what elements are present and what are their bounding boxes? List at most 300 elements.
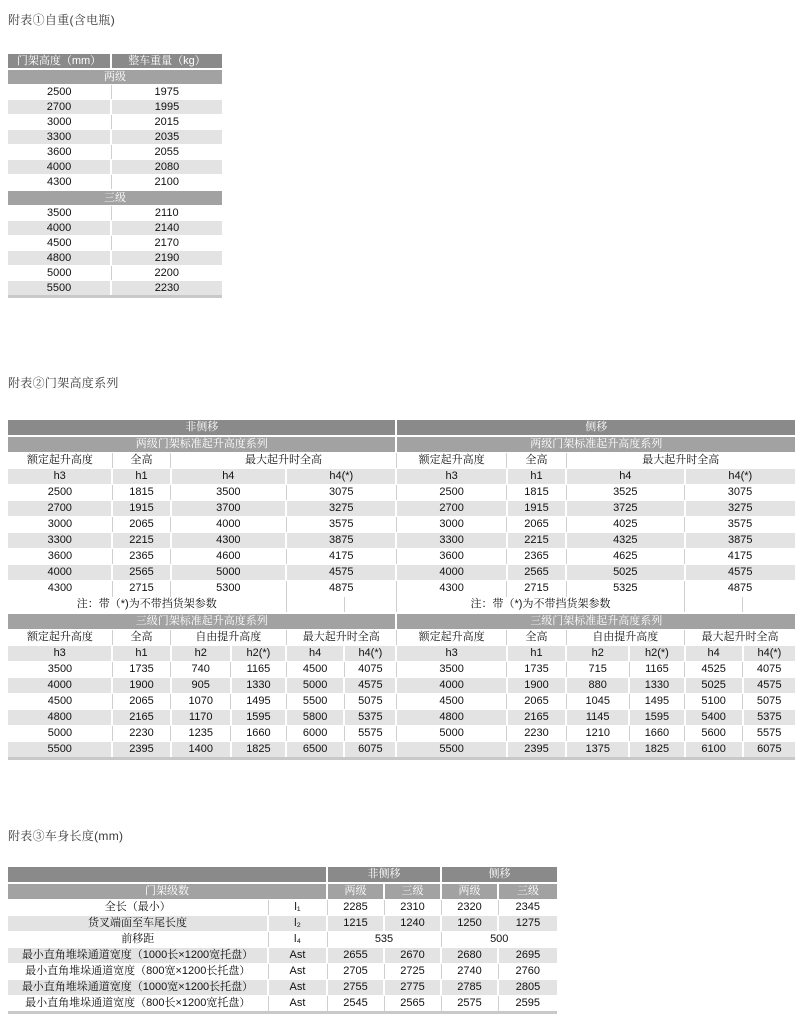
- value-cell: 4800: [396, 710, 506, 726]
- column-group-header: 最大起升时全高: [171, 453, 397, 469]
- value-cell: 1240: [384, 916, 441, 932]
- column-group-header: 全高: [112, 453, 170, 469]
- column-group-header: 自由提升高度: [171, 630, 286, 646]
- sub-header: h1: [112, 646, 170, 662]
- value-cell: 5025: [685, 678, 743, 694]
- value-cell: 1735: [112, 662, 170, 678]
- value-cell: 2655: [327, 948, 384, 964]
- column-group-header: 最大起升时全高: [566, 453, 795, 469]
- value-cell: 1145: [566, 710, 629, 726]
- value-cell: 3000: [8, 115, 111, 130]
- group-header: 侧移: [396, 419, 795, 436]
- table-row: [8, 69, 222, 85]
- row-label: 最小直角堆垛通道宽度（1000长×1200宽托盘）: [8, 948, 268, 964]
- value-cell: 2165: [507, 710, 566, 726]
- value-cell: 2715: [112, 581, 170, 597]
- value-cell: 2500: [8, 485, 112, 501]
- value-cell: 1660: [629, 726, 684, 742]
- series-header: 三级门架标准起升高度系列: [396, 613, 795, 630]
- value-cell: 2700: [396, 501, 506, 517]
- value-cell: 1595: [629, 710, 684, 726]
- value-cell: 905: [171, 678, 231, 694]
- value-cell: 3275: [685, 501, 795, 517]
- value-cell: 5000: [396, 726, 506, 742]
- value-cell: 6500: [286, 742, 344, 759]
- value-cell: 500: [441, 932, 557, 948]
- table-row: [8, 53, 222, 69]
- value-cell: 3875: [685, 533, 795, 549]
- value-cell: 2575: [441, 996, 498, 1013]
- symbol-cell: Ast: [268, 948, 327, 964]
- value-cell: 3725: [566, 501, 684, 517]
- table-row: [8, 726, 795, 742]
- value-cell: 4800: [8, 710, 112, 726]
- value-cell: 2695: [498, 948, 557, 964]
- sub-header: h4(*): [344, 646, 396, 662]
- value-cell: 4575: [344, 678, 396, 694]
- value-cell: 5500: [396, 742, 506, 759]
- value-cell: 2785: [441, 980, 498, 996]
- sub-header: h2(*): [231, 646, 286, 662]
- column-group-header: 全高: [507, 453, 566, 469]
- symbol-cell: l₂: [268, 916, 327, 932]
- value-cell: 1825: [629, 742, 684, 759]
- value-cell: 5075: [743, 694, 795, 710]
- value-cell: 4300: [396, 581, 506, 597]
- table-row: [8, 549, 795, 565]
- value-cell: 1915: [112, 501, 170, 517]
- value-cell: 2310: [384, 900, 441, 916]
- sub-header: h4: [566, 469, 684, 485]
- value-cell: 1275: [498, 916, 557, 932]
- value-cell: 2140: [111, 221, 222, 236]
- group-header: 非侧移: [8, 419, 396, 436]
- value-cell: 4000: [8, 221, 111, 236]
- value-cell: 3875: [286, 533, 396, 549]
- symbol-cell: Ast: [268, 996, 327, 1013]
- value-cell: 3000: [396, 517, 506, 533]
- table-row: [8, 453, 795, 469]
- table-row: [8, 115, 222, 130]
- value-cell: 1915: [507, 501, 566, 517]
- value-cell: 4300: [8, 581, 112, 597]
- value-cell: 6000: [286, 726, 344, 742]
- value-cell: 3700: [171, 501, 286, 517]
- sub-header: h4(*): [743, 646, 795, 662]
- value-cell: 4300: [171, 533, 286, 549]
- value-cell: 5000: [171, 565, 286, 581]
- value-cell: 4300: [8, 175, 111, 191]
- value-cell: 2680: [441, 948, 498, 964]
- value-cell: 5800: [286, 710, 344, 726]
- value-cell: 2065: [112, 694, 170, 710]
- value-cell: 3600: [8, 145, 111, 160]
- value-cell: 2215: [112, 533, 170, 549]
- value-cell: 4000: [8, 678, 112, 694]
- table-row: [8, 251, 222, 266]
- value-cell: 4625: [566, 549, 684, 565]
- value-cell: 2365: [112, 549, 170, 565]
- value-cell: 1250: [441, 916, 498, 932]
- value-cell: 1165: [629, 662, 684, 678]
- value-cell: 1210: [566, 726, 629, 742]
- sub-header: h2(*): [629, 646, 684, 662]
- value-cell: 4500: [286, 662, 344, 678]
- sub-header: h1: [507, 469, 566, 485]
- table-row: [8, 100, 222, 115]
- level-column-header: 两级: [441, 883, 498, 900]
- value-cell: 4500: [8, 694, 112, 710]
- table-row: [8, 130, 222, 145]
- column-group-header: 最大起升时全高: [685, 630, 795, 646]
- row-label: 前移距: [8, 932, 268, 948]
- section-header: 两级: [8, 69, 222, 85]
- value-cell: 3275: [286, 501, 396, 517]
- value-cell: 2065: [507, 694, 566, 710]
- value-cell: 2595: [498, 996, 557, 1013]
- value-cell: 1375: [566, 742, 629, 759]
- value-cell: 5375: [743, 710, 795, 726]
- value-cell: 1900: [112, 678, 170, 694]
- value-cell: 2565: [384, 996, 441, 1013]
- value-cell: 4075: [743, 662, 795, 678]
- table-row: [8, 866, 557, 883]
- value-cell: 1595: [231, 710, 286, 726]
- table-row: [8, 190, 222, 206]
- value-cell: 2565: [507, 565, 566, 581]
- value-cell: 2110: [111, 206, 222, 221]
- empty-cell: [286, 597, 344, 614]
- column-group-header: 自由提升高度: [566, 630, 684, 646]
- value-cell: 5325: [566, 581, 684, 597]
- table-row: [8, 236, 222, 251]
- mast-table-title: 附表②门架高度系列: [8, 376, 119, 390]
- value-cell: 2500: [8, 85, 111, 100]
- symbol-cell: l₁: [268, 900, 327, 916]
- value-cell: 2230: [111, 281, 222, 297]
- group-header: 非侧移: [327, 866, 441, 883]
- value-cell: 1045: [566, 694, 629, 710]
- value-cell: 2345: [498, 900, 557, 916]
- level-column-header: 三级: [498, 883, 557, 900]
- value-cell: 1495: [629, 694, 684, 710]
- value-cell: 4500: [8, 236, 111, 251]
- value-cell: 2395: [507, 742, 566, 759]
- table-row: [8, 916, 557, 932]
- value-cell: 1815: [507, 485, 566, 501]
- value-cell: 5575: [344, 726, 396, 742]
- value-cell: 4875: [286, 581, 396, 597]
- value-cell: 5500: [8, 742, 112, 759]
- empty-cell: [344, 597, 396, 614]
- value-cell: 2080: [111, 160, 222, 175]
- value-cell: 3300: [396, 533, 506, 549]
- value-cell: 5075: [344, 694, 396, 710]
- column-group-header: 额定起升高度: [396, 453, 506, 469]
- table-row: [8, 900, 557, 916]
- value-cell: 1165: [231, 662, 286, 678]
- value-cell: 5000: [8, 266, 111, 281]
- value-cell: 4000: [8, 565, 112, 581]
- table-row: [8, 85, 222, 100]
- value-cell: 2065: [507, 517, 566, 533]
- table-row: [8, 678, 795, 694]
- sub-header: h3: [396, 646, 506, 662]
- value-cell: 1735: [507, 662, 566, 678]
- section-header: 三级: [8, 190, 222, 206]
- symbol-cell: Ast: [268, 964, 327, 980]
- value-cell: 4875: [685, 581, 795, 597]
- table-row: [8, 221, 222, 236]
- table-row: [8, 501, 795, 517]
- value-cell: 2395: [112, 742, 170, 759]
- value-cell: 2775: [384, 980, 441, 996]
- value-cell: 2320: [441, 900, 498, 916]
- sub-header: h1: [112, 469, 170, 485]
- sub-header: h4: [171, 469, 286, 485]
- value-cell: 2760: [498, 964, 557, 980]
- value-cell: 1825: [231, 742, 286, 759]
- table-row: [8, 565, 795, 581]
- value-cell: 2500: [396, 485, 506, 501]
- column-group-header: 额定起升高度: [8, 453, 112, 469]
- sub-header: h4: [286, 646, 344, 662]
- value-cell: 3500: [8, 662, 112, 678]
- table-row: [8, 996, 557, 1013]
- value-cell: 2805: [498, 980, 557, 996]
- value-cell: 3500: [171, 485, 286, 501]
- value-cell: 2015: [111, 115, 222, 130]
- value-cell: 1330: [231, 678, 286, 694]
- value-cell: 2700: [8, 100, 111, 115]
- table-row: [8, 630, 795, 646]
- sub-header: h2: [566, 646, 629, 662]
- mast-height-table: [8, 418, 795, 760]
- value-cell: 4575: [286, 565, 396, 581]
- value-cell: 3600: [8, 549, 112, 565]
- value-cell: 2285: [327, 900, 384, 916]
- table-row: [8, 980, 557, 996]
- value-cell: 1215: [327, 916, 384, 932]
- value-cell: 1660: [231, 726, 286, 742]
- value-cell: 4600: [171, 549, 286, 565]
- row-label: 全长（最小）: [8, 900, 268, 916]
- row-label: 最小直角堆垛通道宽度（800长×1200宽托盘）: [8, 996, 268, 1013]
- series-header: 两级门架标准起升高度系列: [396, 436, 795, 453]
- value-cell: 5000: [286, 678, 344, 694]
- value-cell: 5500: [286, 694, 344, 710]
- value-cell: 3075: [286, 485, 396, 501]
- value-cell: 2740: [441, 964, 498, 980]
- body-length-table: [8, 865, 557, 1014]
- value-cell: 3300: [8, 130, 111, 145]
- table-row: [8, 206, 222, 221]
- value-cell: 4575: [743, 678, 795, 694]
- value-cell: 4500: [396, 694, 506, 710]
- value-cell: 1400: [171, 742, 231, 759]
- value-cell: 5500: [8, 281, 111, 297]
- value-cell: 4525: [685, 662, 743, 678]
- table-row: [8, 710, 795, 726]
- value-cell: 2065: [112, 517, 170, 533]
- value-cell: 3500: [396, 662, 506, 678]
- column-header: 整车重量（kg）: [111, 53, 222, 69]
- value-cell: 2670: [384, 948, 441, 964]
- value-cell: 2565: [112, 565, 170, 581]
- table-row: [8, 964, 557, 980]
- table-row: [8, 469, 795, 485]
- value-cell: 740: [171, 662, 231, 678]
- value-cell: 2190: [111, 251, 222, 266]
- value-cell: 3575: [286, 517, 396, 533]
- column-header: 门架高度（mm）: [8, 53, 111, 69]
- empty-cell: [685, 597, 743, 614]
- table-row: [8, 533, 795, 549]
- group-header: 侧移: [441, 866, 557, 883]
- note-cell: 注：带（*)为不带挡货架参数: [396, 597, 684, 614]
- table-row: [8, 485, 795, 501]
- value-cell: 1815: [112, 485, 170, 501]
- value-cell: 2100: [111, 175, 222, 191]
- level-column-header: 三级: [384, 883, 441, 900]
- value-cell: 4075: [344, 662, 396, 678]
- value-cell: 4175: [286, 549, 396, 565]
- value-cell: 2715: [507, 581, 566, 597]
- value-cell: 2755: [327, 980, 384, 996]
- value-cell: 1330: [629, 678, 684, 694]
- value-cell: 4175: [685, 549, 795, 565]
- value-cell: 6100: [685, 742, 743, 759]
- sub-header: h4: [685, 646, 743, 662]
- value-cell: 5400: [685, 710, 743, 726]
- table-row: [8, 932, 557, 948]
- table-row: [8, 662, 795, 678]
- value-cell: 5375: [344, 710, 396, 726]
- value-cell: 1975: [111, 85, 222, 100]
- level-header: 门架级数: [8, 883, 327, 900]
- value-cell: 5025: [566, 565, 684, 581]
- column-group-header: 额定起升高度: [8, 630, 112, 646]
- series-header: 三级门架标准起升高度系列: [8, 613, 396, 630]
- value-cell: 5100: [685, 694, 743, 710]
- table-row: [8, 436, 795, 453]
- value-cell: 2230: [507, 726, 566, 742]
- row-label: 最小直角堆垛通道宽度（800宽×1200长托盘）: [8, 964, 268, 980]
- column-group-header: 额定起升高度: [396, 630, 506, 646]
- value-cell: 2545: [327, 996, 384, 1013]
- value-cell: 2230: [112, 726, 170, 742]
- value-cell: 3575: [685, 517, 795, 533]
- value-cell: 2705: [327, 964, 384, 980]
- column-group-header: 最大起升时全高: [286, 630, 396, 646]
- value-cell: 1235: [171, 726, 231, 742]
- value-cell: 2170: [111, 236, 222, 251]
- table-row: [8, 419, 795, 436]
- value-cell: 4000: [396, 678, 506, 694]
- value-cell: 5000: [8, 726, 112, 742]
- value-cell: 880: [566, 678, 629, 694]
- value-cell: 1170: [171, 710, 231, 726]
- value-cell: 2165: [112, 710, 170, 726]
- column-group-header: 全高: [507, 630, 566, 646]
- weight-table: [8, 52, 222, 298]
- value-cell: 6075: [743, 742, 795, 759]
- value-cell: 2700: [8, 501, 112, 517]
- sub-header: h4(*): [286, 469, 396, 485]
- value-cell: 535: [327, 932, 441, 948]
- value-cell: 5300: [171, 581, 286, 597]
- sub-header: h2: [171, 646, 231, 662]
- value-cell: 4000: [8, 160, 111, 175]
- sub-header: h4(*): [685, 469, 795, 485]
- table-row: [8, 160, 222, 175]
- table-row: [8, 948, 557, 964]
- value-cell: 4000: [396, 565, 506, 581]
- value-cell: 3300: [8, 533, 112, 549]
- value-cell: 1900: [507, 678, 566, 694]
- value-cell: 5600: [685, 726, 743, 742]
- series-header: 两级门架标准起升高度系列: [8, 436, 396, 453]
- row-label: 最小直角堆垛通道宽度（1000宽×1200长托盘）: [8, 980, 268, 996]
- corner-cell: [8, 866, 327, 883]
- value-cell: 2035: [111, 130, 222, 145]
- symbol-cell: Ast: [268, 980, 327, 996]
- table-row: [8, 742, 795, 759]
- row-label: 货叉端面至车尾长度: [8, 916, 268, 932]
- table-row: [8, 266, 222, 281]
- table-row: [8, 145, 222, 160]
- value-cell: 3500: [8, 206, 111, 221]
- value-cell: 2365: [507, 549, 566, 565]
- table-row: [8, 613, 795, 630]
- value-cell: 5575: [743, 726, 795, 742]
- value-cell: 1995: [111, 100, 222, 115]
- table-row: [8, 517, 795, 533]
- value-cell: 3525: [566, 485, 684, 501]
- table-row: [8, 597, 795, 614]
- sub-header: h3: [396, 469, 506, 485]
- value-cell: 3075: [685, 485, 795, 501]
- table-row: [8, 175, 222, 191]
- value-cell: 3000: [8, 517, 112, 533]
- value-cell: 4325: [566, 533, 684, 549]
- weight-table-title: 附表①自重(含电瓶): [8, 13, 115, 27]
- value-cell: 6075: [344, 742, 396, 759]
- table-row: [8, 581, 795, 597]
- symbol-cell: l₄: [268, 932, 327, 948]
- table-row: [8, 694, 795, 710]
- sub-header: h1: [507, 646, 566, 662]
- column-group-header: 全高: [112, 630, 170, 646]
- note-cell: 注：带（*)为不带挡货架参数: [8, 597, 286, 614]
- table-row: [8, 883, 557, 900]
- sub-header: h3: [8, 469, 112, 485]
- value-cell: 3600: [396, 549, 506, 565]
- value-cell: 4000: [171, 517, 286, 533]
- value-cell: 1495: [231, 694, 286, 710]
- value-cell: 4575: [685, 565, 795, 581]
- value-cell: 4025: [566, 517, 684, 533]
- value-cell: 4800: [8, 251, 111, 266]
- table-row: [8, 281, 222, 297]
- value-cell: 2215: [507, 533, 566, 549]
- table-row: [8, 646, 795, 662]
- sub-header: h3: [8, 646, 112, 662]
- value-cell: 2725: [384, 964, 441, 980]
- level-column-header: 两级: [327, 883, 384, 900]
- value-cell: 1070: [171, 694, 231, 710]
- value-cell: 2200: [111, 266, 222, 281]
